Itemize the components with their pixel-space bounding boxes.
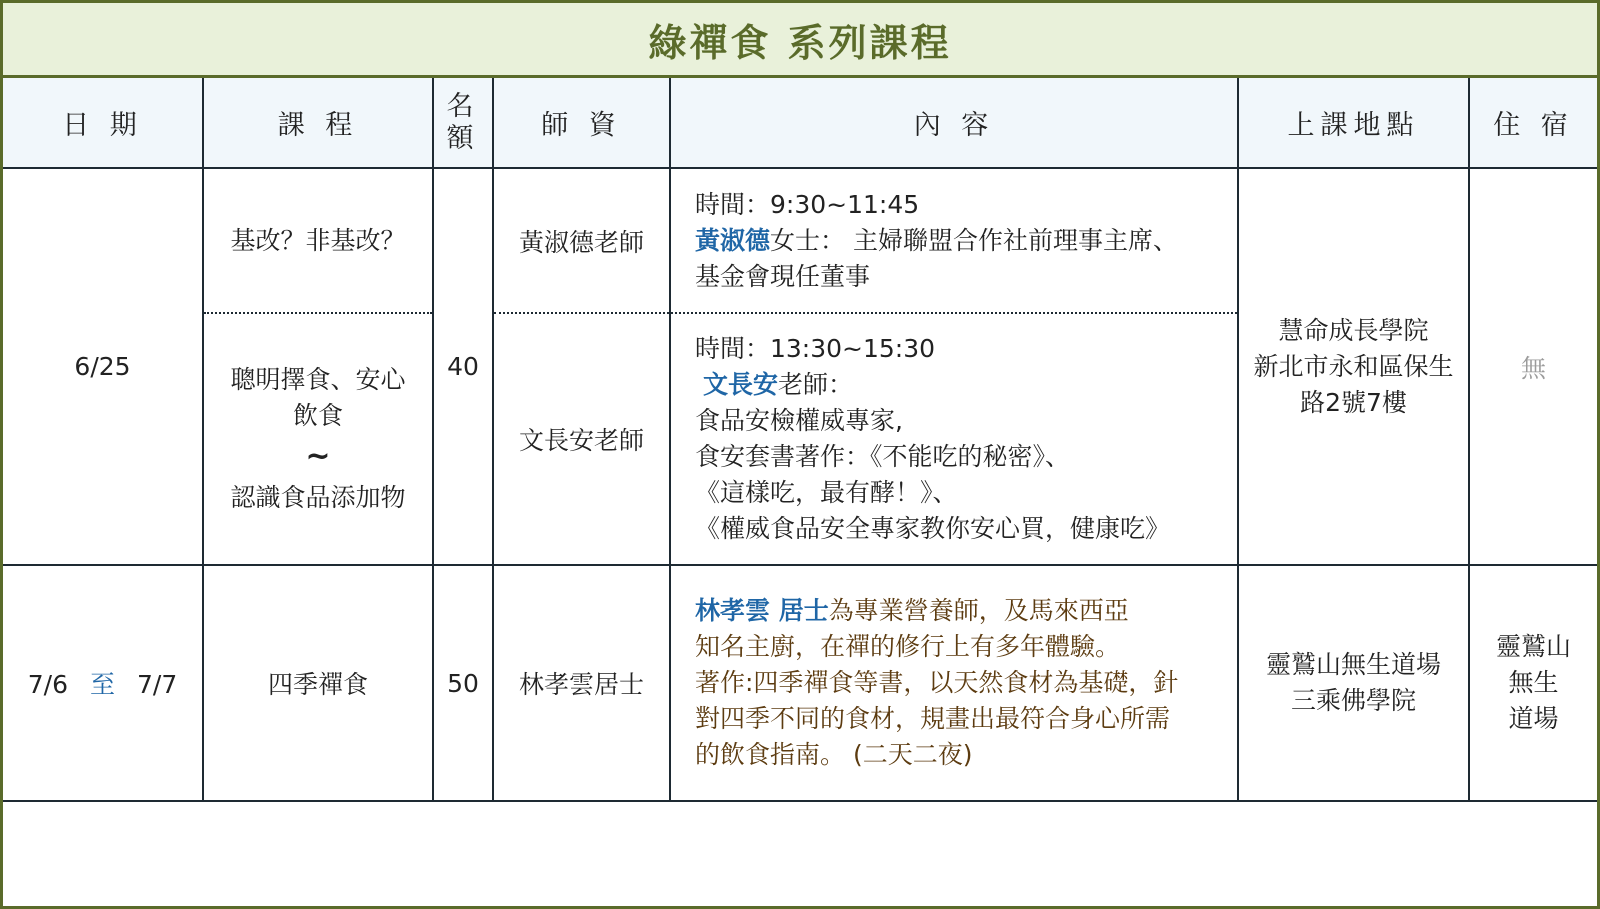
teacher-name-highlight: 黃淑德 (695, 225, 771, 255)
table-row (3, 565, 1597, 801)
course-cell (203, 168, 433, 313)
header-course: 課 程 (203, 78, 433, 168)
content-line: 《權威食品安全專家教你安心買，健康吃》 (695, 514, 1171, 543)
header-content: 內 容 (670, 78, 1238, 168)
header-teacher: 師 資 (493, 78, 670, 168)
location-line: 慧命成長學院 (1278, 315, 1429, 345)
empty-footer-area (3, 803, 1597, 906)
course-cell: 四季禪食 (203, 565, 433, 801)
content-line: 食安套書著作：《不能吃的秘密》、 (695, 442, 1071, 471)
schedule-table (3, 78, 1597, 802)
course-line: 聰明擇食、安心 (230, 365, 406, 394)
content-line: 對四季不同的食材，規畫出最符合身心所需 (695, 704, 1171, 733)
content-line: 知名主廚，在禪的修行上有多年體驗。 (695, 632, 1121, 661)
date-start: 7/6 (27, 670, 68, 699)
quota-cell: 40 (433, 168, 493, 565)
teacher-cell: 文長安老師 (493, 313, 670, 565)
lodging-line: 無生 (1508, 668, 1559, 697)
location-cell (1238, 565, 1469, 801)
content-cell (670, 565, 1238, 801)
quota-cell: 50 (433, 565, 493, 801)
date-cell (3, 565, 203, 801)
course-tilde: ~ (305, 439, 331, 474)
teacher-name-highlight: 林孝雲 居士 (695, 596, 829, 625)
page-title: 綠禪食 系列課程 (648, 19, 952, 65)
content-cell (670, 313, 1238, 565)
teacher-intro: 老師： (777, 370, 853, 399)
location-cell (1238, 168, 1469, 565)
table-row (3, 168, 1597, 313)
date-range-to: 至 (89, 670, 115, 699)
teacher-intro: 女士： 主婦聯盟合作社前理事主席、 (770, 225, 1178, 255)
title-banner (3, 3, 1597, 78)
course-cell (203, 313, 433, 565)
teacher-cell: 林孝雲居士 (493, 565, 670, 801)
course-line: 認識食品添加物 (230, 483, 406, 512)
header-lodging: 住 宿 (1469, 78, 1597, 168)
teacher-cell: 黃淑德老師 (493, 168, 670, 313)
content-cell (670, 168, 1238, 313)
teacher-name-highlight: 文長安 (702, 370, 778, 399)
header-date: 日 期 (3, 78, 203, 168)
session-time: 時間：13:30~15:30 (695, 334, 936, 363)
lodging-cell: 無 (1469, 168, 1597, 565)
content-line: 基金會現任董事 (695, 261, 871, 291)
location-line: 三乘佛學院 (1290, 686, 1416, 715)
teacher-intro: 為專業營養師，及馬來西亞 (828, 596, 1129, 625)
course-title: 基改？非基改？ (230, 225, 406, 255)
location-line: 新北市永和區保生 (1253, 351, 1454, 381)
header-quota (433, 78, 493, 168)
content-line: 食品安檢權威專家, (695, 406, 903, 435)
header-row (3, 78, 1597, 168)
content-line: 《這樣吃，最有酵！》、 (695, 478, 958, 507)
content-line: 的飲食指南。 (二天二夜) (695, 740, 973, 769)
date-end: 7/7 (137, 670, 178, 699)
date-cell: 6/25 (3, 168, 203, 565)
session-time: 時間：9:30~11:45 (695, 189, 920, 219)
location-line: 路2號7樓 (1300, 387, 1407, 417)
teacher-intro-line (695, 223, 1221, 259)
header-quota-line-1: 名 (446, 90, 480, 122)
location-line: 靈鷲山無生道場 (1265, 650, 1441, 679)
course-line: 飲食 (292, 401, 343, 430)
header-location: 上課地點 (1238, 78, 1469, 168)
content-line: 著作:四季禪食等書，以天然食材為基礎，針 (695, 668, 1179, 697)
teacher-intro-line (695, 593, 1221, 629)
lodging-cell (1469, 565, 1597, 801)
header-quota-line-2: 額 (446, 122, 480, 154)
lodging-line: 道場 (1508, 704, 1559, 733)
teacher-intro-line (695, 367, 1221, 403)
lodging-line: 靈鷲山 (1495, 632, 1571, 661)
